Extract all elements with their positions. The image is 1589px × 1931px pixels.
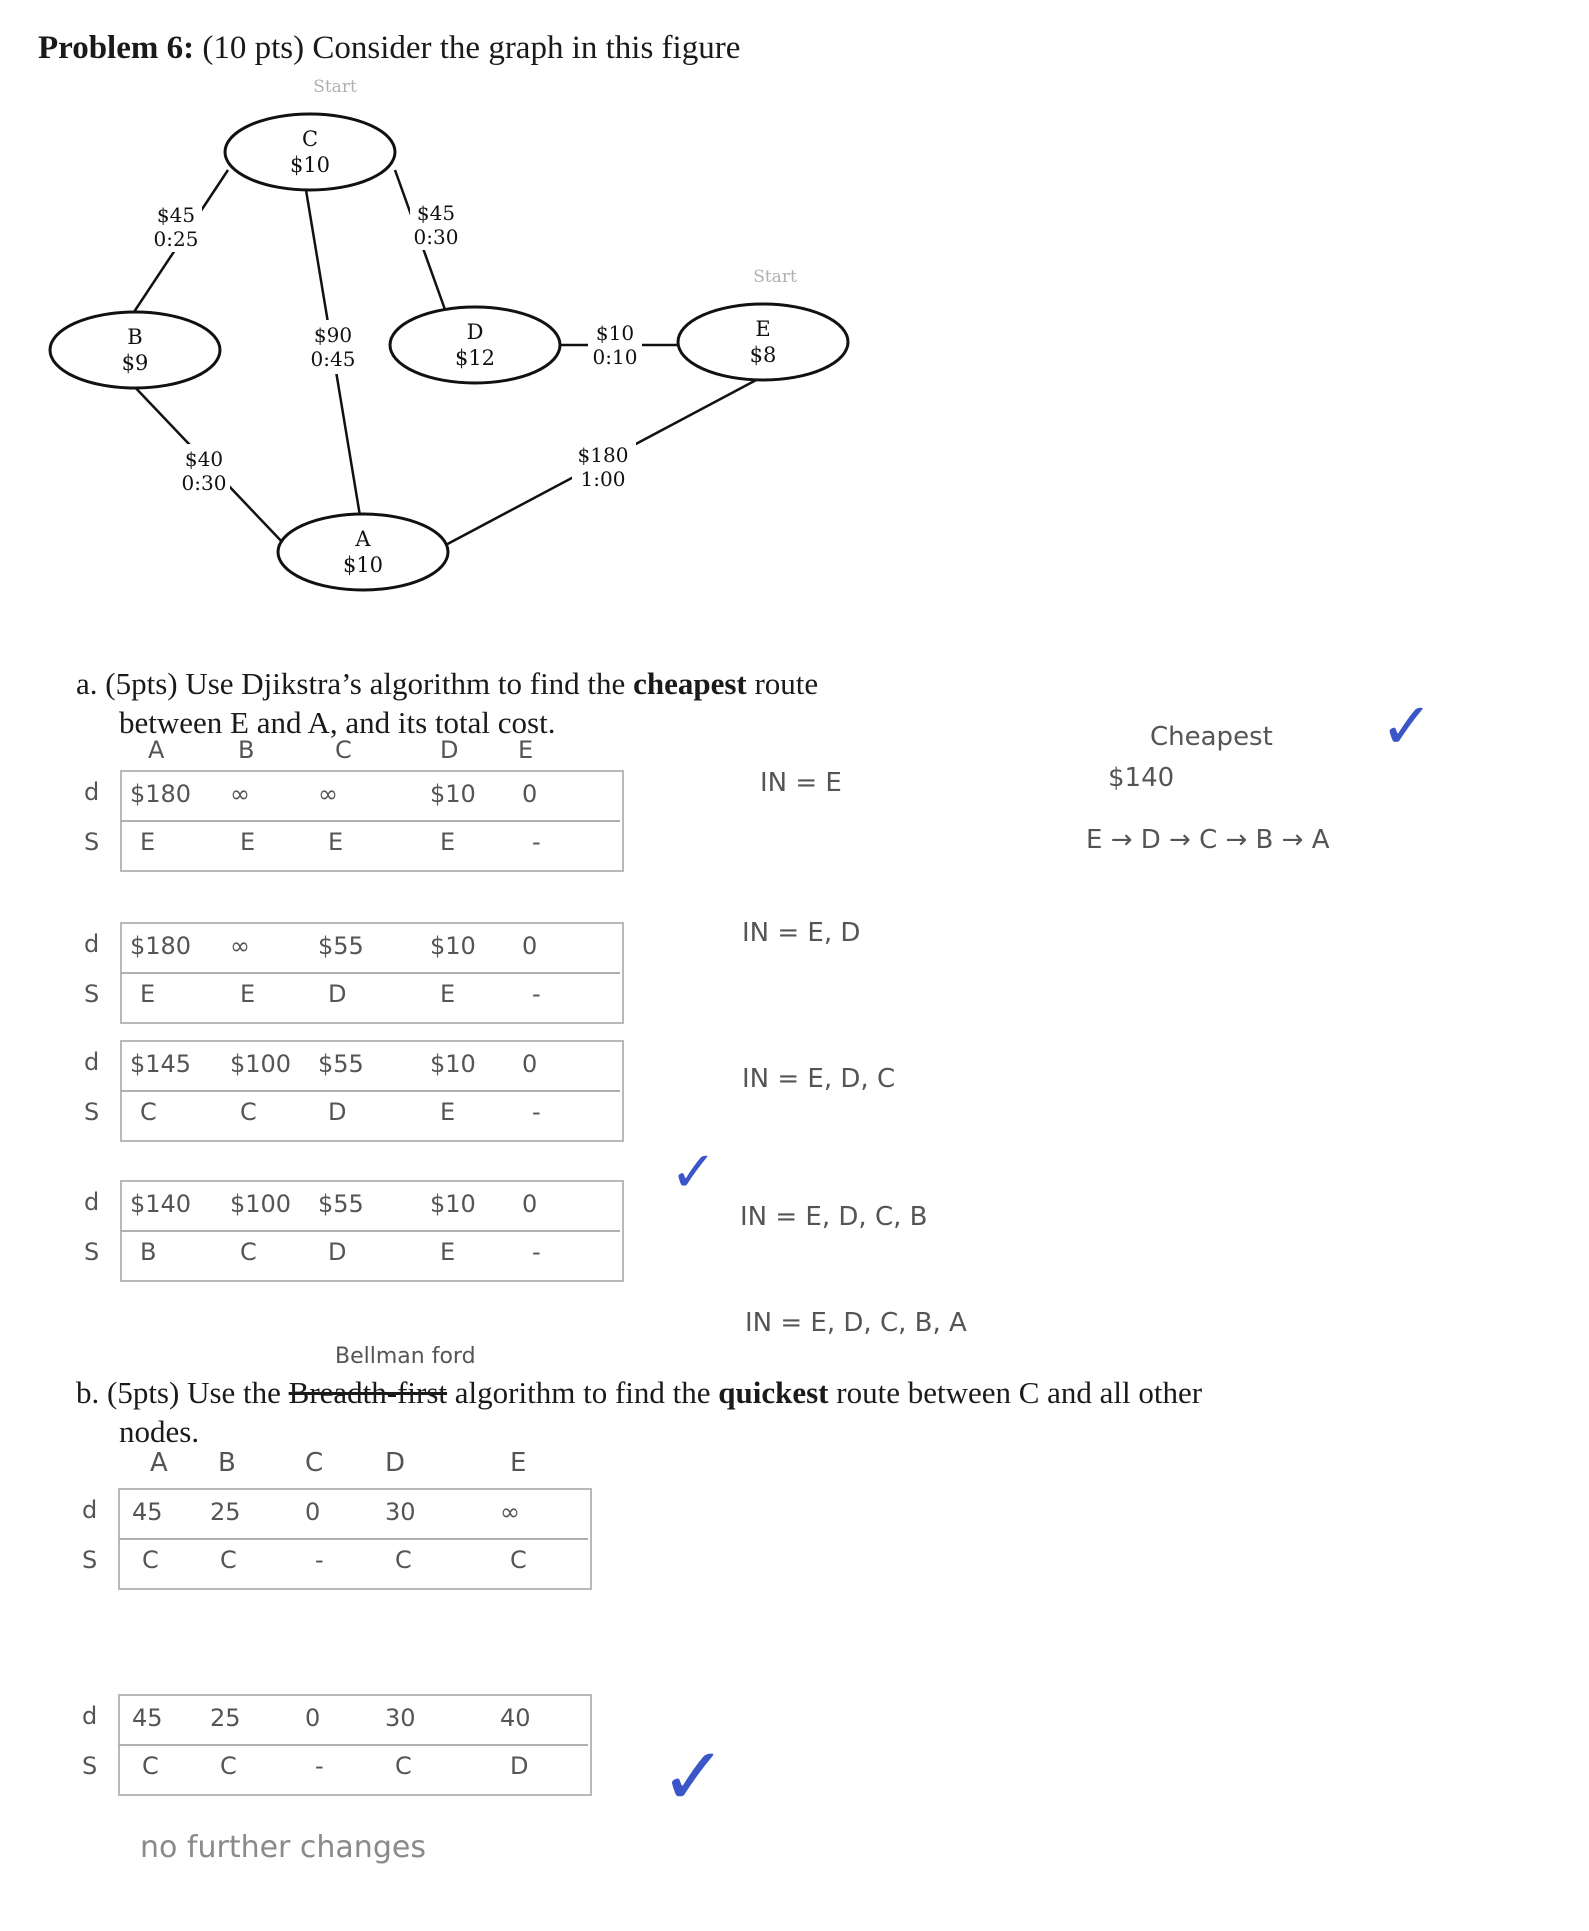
start-note-c: Start — [313, 77, 357, 97]
node-a-cost: $10 — [342, 553, 384, 577]
check-mark-answer: ✓ — [1380, 691, 1434, 762]
table-cell-source: C — [220, 1752, 237, 1780]
table-cell-source: - — [532, 828, 541, 856]
table-cell-source: C — [240, 1098, 257, 1126]
table-cell-source: E — [328, 828, 344, 856]
part-a-bold: cheapest — [633, 666, 747, 701]
table-cell-distance: 0 — [522, 1190, 538, 1218]
node-c-cost: $10 — [289, 153, 331, 177]
header-b-e: E — [510, 1448, 527, 1478]
table-cell-source: E — [140, 828, 156, 856]
problem-number: Problem 6: — [38, 30, 195, 66]
edge-b-a-cost: $40 — [184, 447, 224, 471]
table-cell-distance: ∞ — [318, 780, 338, 808]
row-label-s: S — [84, 828, 100, 856]
table-cell-source: E — [440, 1098, 456, 1126]
node-e-cost: $8 — [749, 343, 777, 367]
table-cell-source: B — [140, 1238, 157, 1266]
table-cell-distance: ∞ — [230, 932, 250, 960]
part-b-line2: nodes. — [119, 1414, 200, 1449]
header-b-a: A — [150, 1448, 168, 1478]
table-cell-source: E — [240, 828, 256, 856]
table-cell-distance: 0 — [522, 780, 538, 808]
table-cell-distance: $100 — [230, 1190, 292, 1218]
table-cell-source: C — [395, 1546, 412, 1574]
part_a-table-divider — [120, 820, 620, 822]
header-c: C — [335, 736, 352, 764]
part_b-table-divider — [118, 1744, 588, 1746]
table-cell-source: D — [328, 1238, 347, 1266]
in-set-1: IN = E — [760, 768, 842, 798]
table-cell-distance: $140 — [130, 1190, 192, 1218]
node-b-cost: $9 — [121, 351, 149, 375]
header-b-d: D — [385, 1448, 406, 1478]
row-label-s: S — [82, 1752, 98, 1780]
part-b-question — [76, 1373, 1202, 1412]
edge-c-b-cost: $45 — [156, 203, 196, 227]
table-cell-distance: 0 — [522, 1050, 538, 1078]
table-cell-distance: $10 — [430, 1190, 476, 1218]
no-further-changes-note: no further changes — [140, 1830, 426, 1865]
table-cell-distance: 30 — [385, 1498, 416, 1526]
edge-c-d-time: 0:30 — [413, 225, 459, 249]
table-cell-source: E — [440, 1238, 456, 1266]
table-cell-source: E — [240, 980, 256, 1008]
node-b-id: B — [127, 325, 143, 349]
part-b-struck: Breadth-first — [288, 1375, 448, 1410]
part-a-label: a. — [76, 666, 98, 701]
header-b: B — [238, 736, 255, 764]
node-d — [390, 307, 560, 383]
table-cell-source: D — [510, 1752, 529, 1780]
table-cell-source: D — [328, 980, 347, 1008]
problem-intro: (10 pts) Consider the graph in this figure — [202, 30, 741, 66]
row-label-d: d — [82, 1702, 98, 1730]
node-c — [225, 114, 395, 190]
correction-note: Bellman ford — [335, 1344, 476, 1369]
row-label-d: d — [84, 930, 100, 958]
part-b-bold: quickest — [718, 1375, 829, 1410]
table-cell-source: E — [440, 828, 456, 856]
header-b-b: B — [218, 1448, 236, 1478]
table-cell-source: - — [532, 1098, 541, 1126]
table-cell-source: C — [510, 1546, 527, 1574]
table-cell-distance: $55 — [318, 1050, 364, 1078]
edge-e-a-cost: $180 — [577, 443, 629, 467]
part-b-mid: algorithm to find the — [447, 1375, 719, 1410]
node-e — [678, 304, 848, 380]
table-cell-distance: $180 — [130, 780, 192, 808]
part-b-post: route between C and all other — [828, 1375, 1203, 1410]
table-cell-source: - — [315, 1752, 324, 1780]
header-a: A — [148, 736, 165, 764]
node-e-id: E — [755, 317, 771, 341]
part-b-pre: (5pts) Use the — [107, 1375, 289, 1410]
row-label-d: d — [84, 1048, 100, 1076]
header-e: E — [518, 736, 534, 764]
table-cell-distance: $10 — [430, 780, 476, 808]
node-a — [278, 514, 448, 590]
edge-b-a-time: 0:30 — [181, 471, 227, 495]
table-cell-source: - — [532, 1238, 541, 1266]
row-label-s: S — [84, 980, 100, 1008]
edge-c-a-cost: $90 — [313, 323, 353, 347]
table-cell-distance: 30 — [385, 1704, 416, 1732]
table-cell-distance: 0 — [522, 932, 538, 960]
node-b — [50, 312, 220, 388]
table-cell-distance: $180 — [130, 932, 192, 960]
table-cell-distance: $10 — [430, 1050, 476, 1078]
edge-d-e-cost: $10 — [595, 321, 635, 345]
table-cell-source: E — [140, 980, 156, 1008]
check-mark-part-b: ✓ — [660, 1734, 728, 1822]
node-c-id: C — [301, 127, 319, 151]
node-d-cost: $12 — [454, 346, 496, 370]
table-cell-distance: ∞ — [500, 1498, 520, 1526]
row-label-s: S — [84, 1098, 100, 1126]
answer-label: Cheapest — [1150, 722, 1273, 752]
table-cell-source: C — [140, 1098, 157, 1126]
part_a-table-divider — [120, 1230, 620, 1232]
row-label-s: S — [84, 1238, 100, 1266]
in-set-3: IN = E, D, C — [742, 1064, 896, 1094]
table-cell-distance: $145 — [130, 1050, 192, 1078]
table-cell-distance: 0 — [305, 1704, 321, 1732]
edge-c-d-cost: $45 — [416, 201, 456, 225]
row-label-d: d — [84, 778, 100, 806]
table-cell-distance: $55 — [318, 1190, 364, 1218]
in-set-4: IN = E, D, C, B — [740, 1202, 928, 1232]
table-cell-source: - — [315, 1546, 324, 1574]
answer-path: E → D → C → B → A — [1086, 825, 1330, 855]
part-a-line1-pre: (5pts) Use Djikstra’s algorithm to find the — [105, 666, 634, 701]
table-cell-source: C — [240, 1238, 257, 1266]
node-a-id: A — [355, 527, 371, 551]
table-cell-distance: 45 — [132, 1704, 163, 1732]
part-a-line2: between E and A, and its total cost. — [119, 705, 556, 740]
table-cell-source: D — [328, 1098, 347, 1126]
table-cell-source: C — [142, 1546, 159, 1574]
row-label-s: S — [82, 1546, 98, 1574]
table-cell-distance: 25 — [210, 1498, 241, 1526]
table-cell-distance: 45 — [132, 1498, 163, 1526]
part-b-label: b. — [76, 1375, 100, 1410]
part-a-line1-post: route — [746, 666, 819, 701]
start-note-e: Start — [753, 267, 797, 287]
table-cell-distance: $55 — [318, 932, 364, 960]
in-set-2: IN = E, D — [742, 918, 861, 948]
row-label-d: d — [84, 1188, 100, 1216]
table-cell-distance: $100 — [230, 1050, 292, 1078]
part-b-headers — [0, 1448, 700, 1482]
graph-figure — [0, 60, 900, 600]
table-cell-source: C — [395, 1752, 412, 1780]
edge-c-b-time: 0:25 — [153, 227, 199, 251]
table-cell-distance: 40 — [500, 1704, 531, 1732]
node-d-id: D — [466, 320, 484, 344]
part-a-headers — [0, 736, 700, 766]
part_a-table-divider — [120, 972, 620, 974]
header-d: D — [440, 736, 459, 764]
table-cell-distance: ∞ — [230, 780, 250, 808]
header-b-c: C — [305, 1448, 324, 1478]
edge-d-e-time: 0:10 — [592, 345, 638, 369]
table-cell-distance: $10 — [430, 932, 476, 960]
table-cell-source: C — [220, 1546, 237, 1574]
answer-cost: $140 — [1108, 763, 1175, 793]
part-a-question — [76, 664, 818, 703]
edge-e-a-time: 1:00 — [580, 467, 626, 491]
edge-c-a-time: 0:45 — [310, 347, 356, 371]
table-cell-source: - — [532, 980, 541, 1008]
part_b-table-divider — [118, 1538, 588, 1540]
row-label-d: d — [82, 1496, 98, 1524]
in-set-5: IN = E, D, C, B, A — [745, 1308, 967, 1338]
table-cell-source: C — [142, 1752, 159, 1780]
part_a-table-divider — [120, 1090, 620, 1092]
table-cell-source: E — [440, 980, 456, 1008]
check-mark-table: ✓ — [670, 1142, 717, 1204]
table-cell-distance: 0 — [305, 1498, 321, 1526]
table-cell-distance: 25 — [210, 1704, 241, 1732]
